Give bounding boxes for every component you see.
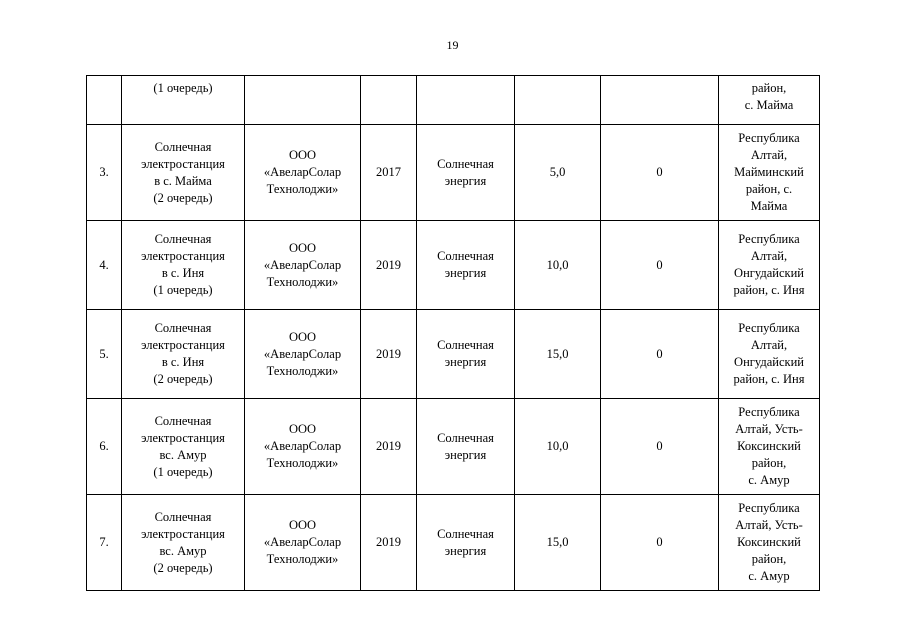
plant-name-cell: Солнечная электростанция вс. Амур (2 очередь) — [122, 495, 245, 591]
plant-name-cell: Солнечная электростанция в с. Иня (1 очередь) — [122, 221, 245, 310]
year-cell: 2017 — [361, 125, 417, 221]
region-cell: Республика Алтай, Онгудайский район, с. Иня — [719, 221, 820, 310]
row-number-cell: 4. — [87, 221, 122, 310]
table-row — [87, 399, 820, 495]
owner-cell: ООО «АвеларСолар Технолоджи» — [245, 310, 361, 399]
region-cell: район, с. Майма — [719, 76, 820, 125]
row-number-cell: 7. — [87, 495, 122, 591]
region-cell: Республика Алтай, Усть- Коксинский район, с. Амур — [719, 399, 820, 495]
value-cell — [601, 76, 719, 125]
table-row — [87, 310, 820, 399]
year-cell: 2019 — [361, 310, 417, 399]
row-number-cell — [87, 76, 122, 125]
table-row — [87, 221, 820, 310]
row-number-cell: 3. — [87, 125, 122, 221]
page-number: 19 — [446, 38, 459, 52]
plant-name-cell: Солнечная электростанция в с. Майма (2 очередь) — [122, 125, 245, 221]
power-cell — [515, 76, 601, 125]
energy-source-cell — [417, 76, 515, 125]
value-cell: 0 — [601, 221, 719, 310]
energy-source-cell: Солнечная энергия — [417, 125, 515, 221]
year-cell: 2019 — [361, 495, 417, 591]
year-cell — [361, 76, 417, 125]
owner-cell: ООО «АвеларСолар Технолоджи» — [245, 221, 361, 310]
owner-cell: ООО «АвеларСолар Технолоджи» — [245, 495, 361, 591]
plant-name-cell: (1 очередь) — [122, 76, 245, 125]
row-number-cell: 5. — [87, 310, 122, 399]
value-cell: 0 — [601, 495, 719, 591]
table-row — [87, 495, 820, 591]
power-cell: 10,0 — [515, 221, 601, 310]
value-cell: 0 — [601, 399, 719, 495]
energy-source-cell: Солнечная энергия — [417, 399, 515, 495]
power-cell: 10,0 — [515, 399, 601, 495]
owner-cell: ООО «АвеларСолар Технолоджи» — [245, 399, 361, 495]
region-cell: Республика Алтай, Онгудайский район, с. Иня — [719, 310, 820, 399]
owner-cell: ООО «АвеларСолар Технолоджи» — [245, 125, 361, 221]
year-cell: 2019 — [361, 399, 417, 495]
row-number-cell: 6. — [87, 399, 122, 495]
table-row — [87, 76, 820, 125]
power-plants-table — [86, 75, 820, 591]
owner-cell — [245, 76, 361, 125]
region-cell: Республика Алтай, Майминский район, с. Майма — [719, 125, 820, 221]
energy-source-cell: Солнечная энергия — [417, 495, 515, 591]
power-cell: 15,0 — [515, 495, 601, 591]
region-cell: Республика Алтай, Усть- Коксинский район, с. Амур — [719, 495, 820, 591]
plant-name-cell: Солнечная электростанция в с. Иня (2 очередь) — [122, 310, 245, 399]
power-cell: 15,0 — [515, 310, 601, 399]
plant-name-cell: Солнечная электростанция вс. Амур (1 очередь) — [122, 399, 245, 495]
energy-source-cell: Солнечная энергия — [417, 310, 515, 399]
energy-source-cell: Солнечная энергия — [417, 221, 515, 310]
year-cell: 2019 — [361, 221, 417, 310]
value-cell: 0 — [601, 125, 719, 221]
table-row — [87, 125, 820, 221]
value-cell: 0 — [601, 310, 719, 399]
power-cell: 5,0 — [515, 125, 601, 221]
